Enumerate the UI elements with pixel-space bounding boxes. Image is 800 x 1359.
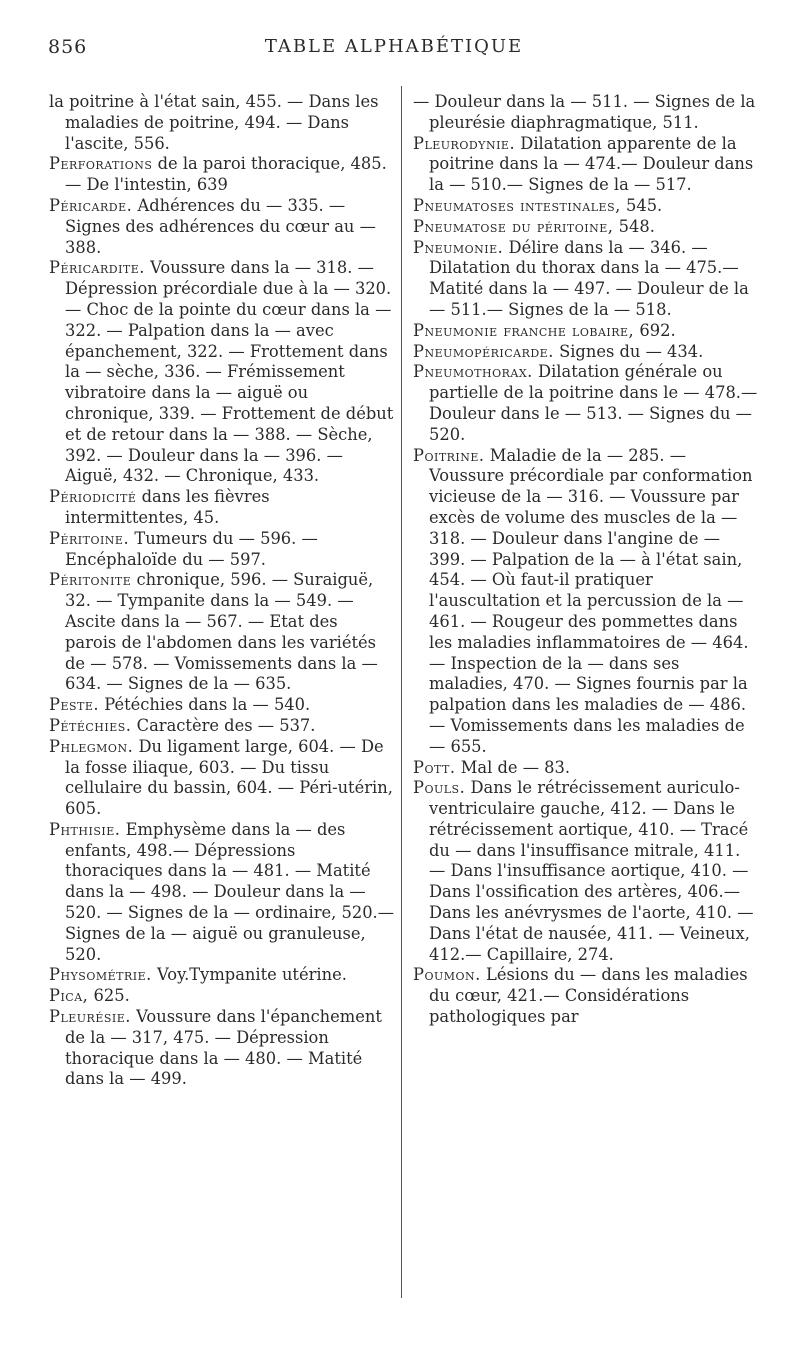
index-references: 625. — [88, 986, 130, 1006]
index-term: Pott. — [413, 757, 456, 777]
index-entry — [413, 217, 758, 238]
index-entry — [49, 487, 394, 529]
index-references: Voy.Tympanite utérine. — [151, 965, 347, 985]
index-term: Poumon. — [413, 965, 481, 985]
index-references: Pétéchies dans la — 540. — [99, 695, 311, 715]
index-references: de la paroi thoracique, 485. — De l'intestin, 639 — [65, 154, 387, 195]
index-entry — [49, 716, 394, 737]
index-entry — [49, 695, 394, 716]
index-references: 548. — [613, 216, 655, 236]
index-term: Périodicité — [49, 487, 137, 507]
index-references: Dilatation générale ou partielle de la poitrine dans le — 478.— Douleur dans le — 513. — Signes du — 520. — [429, 362, 758, 444]
index-references: Dans le rétrécissement auriculo-ventriculaire gauche, 412. — Dans le rétrécissement aortique, 410. — Tracé du — dans l'insuffisance mitrale, 411. — Dans l'insuffisance aortique, 410. — Dans l'ossification des artères, 406.— Dans les anévrysmes de l'aorte, 410. — Dans l'état de nausée, 411. — Veineux, 412.— Capillaire, 274. — [429, 778, 754, 964]
index-term: Pica, — [49, 986, 89, 1006]
index-references: Tumeurs du — 596. — Encéphaloïde du — 597. — [65, 528, 318, 569]
index-entry — [413, 758, 758, 779]
index-term: Physométrie. — [49, 965, 152, 985]
index-term: Pneumonie franche lobaire, — [413, 320, 635, 340]
index-term: Phlegmon. — [49, 736, 134, 756]
index-entry — [49, 737, 394, 820]
index-entry — [413, 342, 758, 363]
index-term: Pneumothorax. — [413, 362, 533, 382]
index-references: 692. — [634, 320, 676, 340]
index-term: Pneumonie. — [413, 237, 504, 257]
index-entry — [413, 362, 758, 445]
index-term: Pleurésie. — [49, 1007, 131, 1027]
index-entry — [49, 529, 394, 571]
index-references: Caractère des — 537. — [131, 715, 316, 735]
index-entry — [49, 1007, 394, 1090]
index-term: Pouls. — [413, 778, 466, 798]
index-term: Péricardite. — [49, 258, 145, 278]
index-entry — [49, 92, 394, 154]
index-references: dans les fièvres intermittentes, 45. — [65, 487, 270, 527]
index-term: Péritonite — [49, 570, 132, 590]
index-entry — [413, 238, 758, 321]
right-column — [413, 92, 758, 1028]
index-term: Phthisie. — [49, 819, 121, 839]
index-entry — [49, 258, 394, 487]
index-entry — [49, 154, 394, 196]
index-entry — [413, 92, 758, 134]
index-entry — [49, 196, 394, 258]
index-references: Délire dans la — 346. — Dilatation du thorax dans la — 475.— Matité dans la — 497. — Douleur de la — 511.— Signes de la — 518. — [429, 237, 749, 319]
index-references: Maladie de la — 285. — Voussure précordiale par conformation vicieuse de la — 316. — Voussure par excès de volume des muscles de la — 318. — Douleur dans l'angine de — 399. — Palpation de la — à l'état sain, 454. — Où faut-il pratiquer l'auscultation et la percussion de la — 461. — Rougeur des pommettes dans les maladies inflammatoires de — 464. — Inspection de la — dans ses maladies, 470. — Signes fournis par la palpation dans les maladies de — 486. — Vomissements dans les maladies de — 655. — [429, 445, 753, 756]
index-term: Pétéchies. — [49, 715, 132, 735]
index-references: 545. — [620, 195, 663, 215]
index-references: Lésions du — dans les maladies du cœur, 421.— Considérations pathologiques par — [429, 965, 748, 1027]
index-references: Voussure dans l'épanchement de la — 317, 475. — Dépression thoracique dans la — 480. — Matité dans la — 499. — [65, 1007, 382, 1089]
index-references: Adhérences du — 335. — Signes des adhérences du cœur au — 388. — [65, 195, 376, 257]
index-term: Perforations — [49, 154, 153, 174]
index-references: Signes du — 434. — [553, 341, 704, 361]
index-term: Pneumatose du péritoine, — [413, 216, 614, 236]
index-term: Peste. — [49, 695, 100, 715]
index-entry — [49, 965, 394, 986]
page-number: 856 — [48, 36, 88, 58]
index-references: Dilatation apparente de la poitrine dans la — 474.— Douleur dans la — 510.— Signes de la — 517. — [429, 133, 754, 195]
column-divider — [401, 86, 402, 1298]
index-term: Pleurodynie. — [413, 133, 516, 153]
index-references: Mal de — 83. — [455, 757, 571, 777]
index-entry — [413, 965, 758, 1027]
index-entry — [49, 986, 394, 1007]
left-column — [49, 92, 394, 1090]
index-term: Péritoine. — [49, 528, 130, 548]
index-term: Pneumopéricarde. — [413, 341, 554, 361]
index-term: Péricarde. — [49, 195, 133, 215]
index-entry — [413, 134, 758, 196]
index-references: Voussure dans la — 318. — Dépression précordiale due à la — 320. — Choc de la pointe du cœur dans la — 322. — Palpation dans la — avec épanchement, 322. — Frottement dans la — sèche, 336. — Frémissement vibratoire dans la — aiguë ou chronique, 339. — Frottement de début et de retour dans la — 388. — Sèche, 392. — Douleur dans la — 396. — Aiguë, 432. — Chronique, 433. — [65, 258, 394, 486]
index-entry — [49, 820, 394, 966]
index-references: — Douleur dans la — 511. — Signes de la pleurésie diaphragmatique, 511. — [413, 92, 756, 132]
page-header — [48, 36, 740, 66]
index-references: la poitrine à l'état sain, 455. — Dans les maladies de poitrine, 494. — Dans l'ascite, 556. — [49, 92, 379, 153]
index-term: Pneumatoses intestinales, — [413, 195, 621, 215]
index-term: Poitrine. — [413, 445, 485, 465]
index-entry — [413, 196, 758, 217]
index-references: Du ligament large, 604. — De la fosse iliaque, 603. — Du tissu cellulaire du bassin, 604. — Péri-utérin, 605. — [65, 736, 393, 819]
index-entry — [413, 321, 758, 342]
running-title: TABLE ALPHABÉTIQUE — [264, 36, 524, 57]
index-references: chronique, 596. — Suraiguë, 32. — Tympanite dans la — 549. — Ascite dans la — 567. — Etat des parois de l'abdomen dans les variétés de — 578. — Vomissements dans la — 634. — Signes de la — 635. — [65, 570, 378, 694]
index-entry — [413, 446, 758, 758]
index-entry — [49, 570, 394, 695]
index-references: Emphysème dans la — des enfants, 498.— Dépressions thoraciques dans la — 481. — Matité dans la — 498. — Douleur dans la — 520. — Signes de la — ordinaire, 520.— Signes de la — aiguë ou granuleuse, 520. — [65, 819, 395, 964]
index-entry — [413, 778, 758, 965]
